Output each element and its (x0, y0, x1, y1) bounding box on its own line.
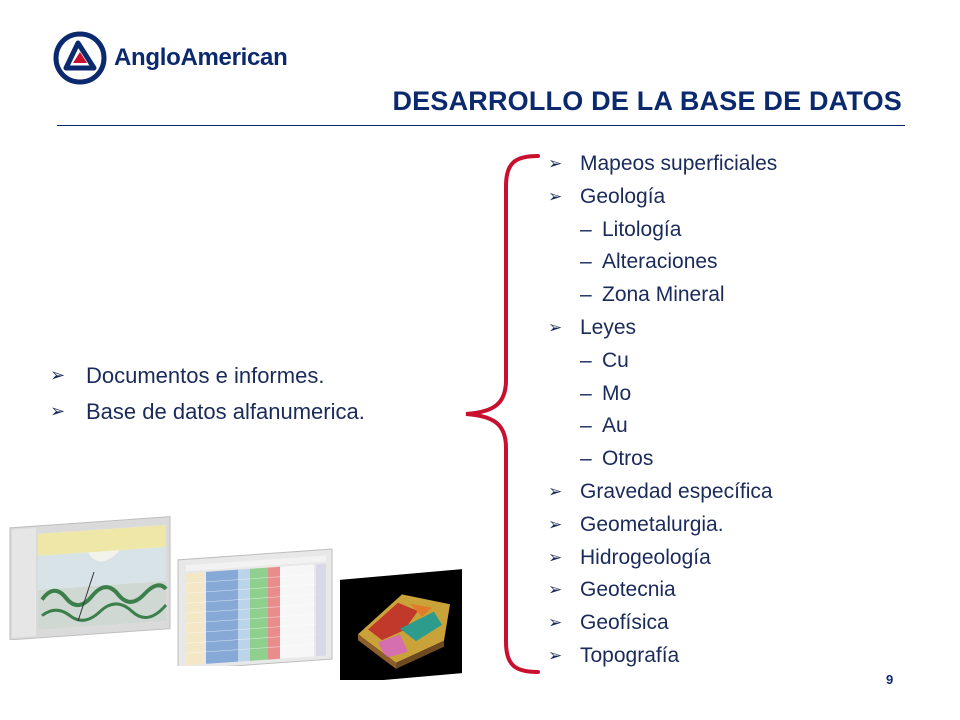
list-item (548, 542, 777, 575)
geologic-section-thumbnail (8, 512, 176, 640)
list-item-label: Cu (602, 348, 629, 372)
list-item (548, 509, 777, 542)
list-item-label: Mo (602, 381, 632, 405)
dash-bullet: – (580, 348, 592, 372)
arrow-bullet-icon: ➢ (548, 514, 563, 535)
list-item (50, 394, 365, 430)
list-item-label: Geotecnia (580, 578, 676, 602)
list-item (548, 214, 777, 247)
right-bullet-list (548, 148, 777, 673)
arrow-bullet-icon: ➢ (548, 645, 563, 666)
list-item-label: Au (602, 414, 628, 438)
list-item (548, 312, 777, 345)
list-item-label: Documentos e informes. (86, 363, 325, 388)
arrow-bullet-icon: ➢ (548, 481, 563, 502)
list-item (548, 246, 777, 279)
geologic-model-3d-thumbnail (338, 562, 464, 680)
list-item-label: Base de datos alfanumerica. (86, 399, 365, 424)
list-item (548, 345, 777, 378)
spreadsheet-thumbnail (176, 542, 336, 666)
list-item-label: Topografía (580, 643, 680, 667)
dash-bullet: – (580, 250, 592, 274)
list-item-label: Geología (580, 184, 666, 208)
left-bullet-list (50, 358, 365, 430)
arrow-bullet-icon: ➢ (548, 613, 563, 634)
list-item-label: Mapeos superficiales (580, 152, 778, 175)
list-item (50, 358, 365, 394)
list-item-label: Leyes (580, 315, 637, 339)
arrow-bullet-icon: ➢ (50, 401, 66, 422)
list-item (548, 181, 777, 214)
list-item (548, 443, 777, 476)
list-item-label: Hidrogeología (580, 545, 711, 569)
dash-bullet: – (580, 414, 592, 438)
list-item (548, 148, 777, 181)
list-item (548, 607, 777, 640)
list-item (548, 640, 777, 673)
logo-wordmark: AngloAmerican (114, 44, 288, 71)
list-item-label: Litología (602, 217, 682, 241)
list-item-label: Alteraciones (602, 250, 718, 274)
arrow-bullet-icon: ➢ (548, 154, 563, 174)
dash-bullet: – (580, 447, 592, 471)
list-item (548, 574, 777, 607)
page-title: DESARROLLO DE LA BASE DE DATOS (392, 86, 902, 116)
dash-bullet: – (580, 381, 592, 405)
list-item-label: Geometalurgia. (580, 512, 724, 536)
arrow-bullet-icon: ➢ (548, 580, 563, 601)
list-item-label: Otros (602, 447, 654, 471)
dash-bullet: – (580, 217, 592, 241)
arrow-bullet-icon: ➢ (548, 317, 563, 338)
list-item-label: Geofísica (580, 611, 669, 635)
anglo-american-logo (52, 30, 287, 86)
page-number: 9 (886, 672, 894, 687)
curly-brace-icon (462, 152, 542, 677)
arrow-bullet-icon: ➢ (548, 547, 563, 568)
list-item-label: Zona Mineral (602, 283, 725, 307)
anglo-american-logo-icon (52, 30, 108, 86)
arrow-bullet-icon: ➢ (50, 365, 66, 386)
title-divider (57, 125, 905, 126)
list-item-label: Gravedad específica (580, 479, 773, 503)
list-item (548, 410, 777, 443)
dash-bullet: – (580, 283, 592, 307)
list-item (548, 476, 777, 509)
list-item (548, 279, 777, 312)
list-item (548, 378, 777, 411)
arrow-bullet-icon: ➢ (548, 186, 563, 207)
